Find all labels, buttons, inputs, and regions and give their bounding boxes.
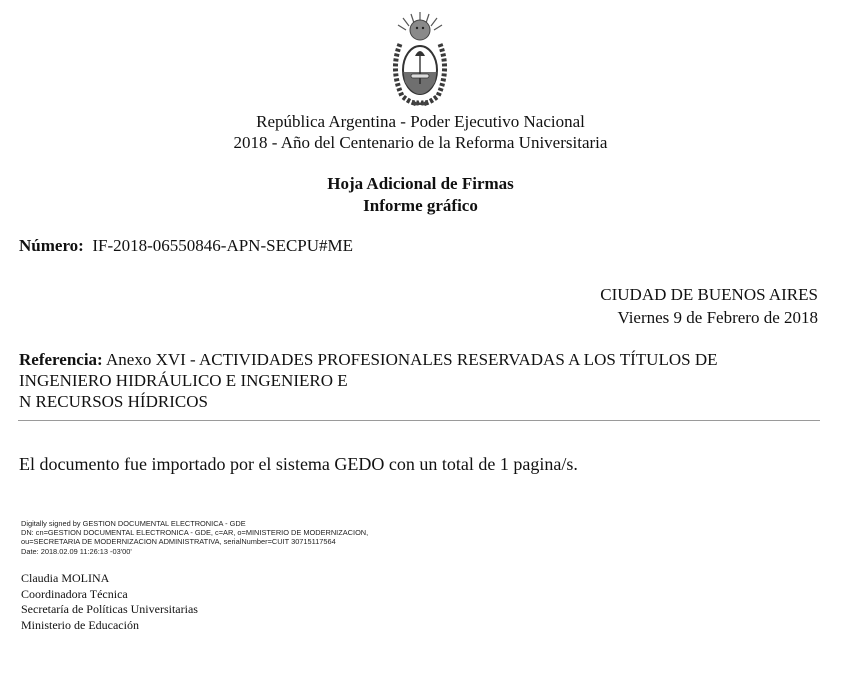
- document-number-label: Número:: [19, 236, 84, 255]
- divider: [18, 420, 820, 421]
- digital-signature-line-2: DN: cn=GESTION DOCUMENTAL ELECTRONICA - GDE, c=AR, o=MINISTERIO DE MODERNIZACION,: [21, 528, 369, 538]
- reference-line-1: Anexo XVI - ACTIVIDADES PROFESIONALES RESERVADAS A LOS TÍTULOS DE: [106, 350, 718, 369]
- body-text: El documento fue importado por el sistema GEDO con un total de 1 pagina/s.: [19, 454, 578, 474]
- reference-line-3: N RECURSOS HÍDRICOS: [19, 392, 208, 411]
- date: Viernes 9 de Febrero de 2018: [617, 308, 818, 327]
- argentina-coat-of-arms-icon: [384, 10, 456, 108]
- header-line-2: 2018 - Año del Centenario de la Reforma Universitaria: [233, 133, 608, 152]
- digital-signature-line-3: ou=SECRETARIA DE MODERNIZACION ADMINISTRATIVA, serialNumber=CUIT 30715117564: [21, 537, 336, 547]
- document-title: [0, 173, 841, 217]
- signer-office: Secretaría de Políticas Universitarias: [21, 602, 198, 616]
- city: CIUDAD DE BUENOS AIRES: [600, 285, 818, 304]
- title-line-2: Informe gráfico: [363, 196, 478, 215]
- digital-signature-line-1: Digitally signed by GESTION DOCUMENTAL ELECTRONICA - GDE: [21, 519, 246, 528]
- signer-block: [21, 571, 198, 633]
- header-line-1: República Argentina - Poder Ejecutivo Nacional: [256, 112, 585, 131]
- title-line-1: Hoja Adicional de Firmas: [327, 174, 514, 193]
- place-and-date: [600, 283, 818, 329]
- digital-signature-line-4: Date: 2018.02.09 11:26:13 -03'00': [21, 546, 132, 556]
- signer-role: Coordinadora Técnica: [21, 586, 128, 601]
- reference-label: Referencia:: [19, 350, 103, 369]
- signer-ministry: Ministerio de Educación: [21, 617, 139, 632]
- digital-signature-block: [21, 519, 368, 556]
- signer-name: Claudia MOLINA: [21, 571, 110, 585]
- header: [0, 111, 841, 153]
- document-number: [19, 236, 353, 256]
- reference: [19, 349, 819, 412]
- reference-line-2: INGENIERO HIDRÁULICO E INGENIERO E: [19, 371, 348, 390]
- document-number-value: IF-2018-06550846-APN-SECPU#ME: [92, 236, 354, 255]
